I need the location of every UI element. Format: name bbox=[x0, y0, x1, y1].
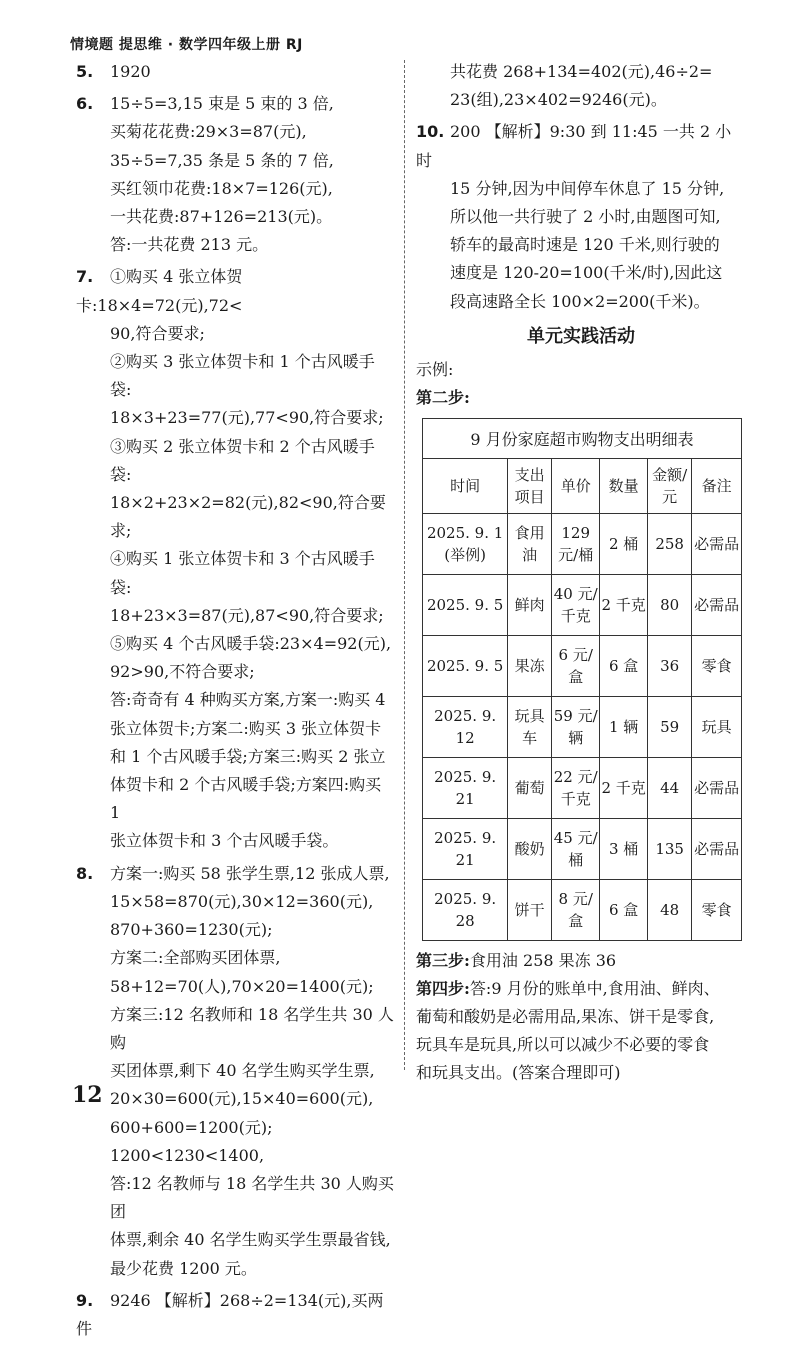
text-line: 15 分钟,因为中间停车休息了 15 分钟, bbox=[450, 178, 725, 198]
text-line: 200 【解析】9:30 到 11:45 一共 2 小时 bbox=[416, 122, 732, 170]
table-cell: 必需品 bbox=[692, 513, 742, 574]
item-10 bbox=[416, 118, 746, 315]
table-cell: 2025. 9. 1 (举例) bbox=[423, 513, 508, 574]
text-line: 20×30=600(元),15×40=600(元), bbox=[110, 1089, 374, 1109]
answer-item bbox=[76, 860, 394, 1283]
table-cell: 59 bbox=[647, 696, 691, 757]
text-line: 体票,剩余 40 名学生购买学生票最省钱, bbox=[110, 1230, 391, 1250]
answer-item bbox=[76, 263, 394, 855]
table-cell: 3 桶 bbox=[600, 818, 648, 879]
table-cell: 零食 bbox=[692, 635, 742, 696]
answer-item bbox=[76, 1287, 394, 1343]
text-line: 轿车的最高时速是 120 千米,则行驶的 bbox=[450, 235, 720, 255]
table-cell: 2 桶 bbox=[600, 513, 648, 574]
step3-label: 第三步: bbox=[416, 950, 470, 970]
column-header: 数量 bbox=[600, 458, 648, 513]
table-row bbox=[423, 696, 742, 757]
table-cell: 48 bbox=[647, 879, 691, 940]
table-cell: 2025. 9. 28 bbox=[423, 879, 508, 940]
table-row bbox=[423, 879, 742, 940]
table-cell: 22 元/千克 bbox=[552, 757, 600, 818]
text-line: 所以他一共行驶了 2 小时,由题图可知, bbox=[450, 207, 721, 227]
text-line: 23(组),23×402=9246(元)。 bbox=[450, 90, 667, 110]
table-header-row bbox=[423, 458, 742, 513]
step3-text: 食用油 258 果冻 36 bbox=[469, 950, 617, 970]
text-line: 张立体贺卡;方案二:购买 3 张立体贺卡 bbox=[110, 718, 382, 738]
table-cell: 饼干 bbox=[508, 879, 552, 940]
text-line: ⑤购买 4 个古风暖手袋:23×4=92(元), bbox=[110, 634, 392, 654]
item-number: 5. bbox=[76, 62, 94, 81]
step4 bbox=[416, 975, 746, 1087]
text-line: 答:奇奇有 4 种购买方案,方案一:购买 4 bbox=[110, 690, 386, 710]
table-cell: 果冻 bbox=[508, 635, 552, 696]
text-line: 92>90,不符合要求; bbox=[110, 662, 255, 682]
text-line: 1920 bbox=[110, 62, 151, 81]
table-cell: 必需品 bbox=[692, 757, 742, 818]
table-cell: 8 元/盒 bbox=[552, 879, 600, 940]
text-line: 35÷5=7,35 条是 5 条的 7 倍, bbox=[110, 150, 334, 170]
answer-item bbox=[76, 58, 394, 86]
table-row bbox=[423, 513, 742, 574]
table-cell: 6 盒 bbox=[600, 879, 648, 940]
text-line: 90,符合要求; bbox=[110, 323, 205, 343]
text-line: 答:9 月份的账单中,食用油、鲜肉、 bbox=[469, 978, 720, 998]
table-cell: 40 元/千克 bbox=[552, 574, 600, 635]
item-number: 7. bbox=[76, 267, 94, 287]
text-line: 张立体贺卡和 3 个古风暖手袋。 bbox=[110, 831, 339, 851]
text-line: 18×2+23×2=82(元),82<90,符合要求; bbox=[110, 493, 386, 541]
table-cell: 2 千克 bbox=[600, 757, 648, 818]
text-line: 和 1 个古风暖手袋;方案三:购买 2 张立 bbox=[110, 746, 386, 766]
item-number: 6. bbox=[76, 94, 94, 114]
example-label: 示例: bbox=[416, 359, 454, 379]
text-line: 600+600=1200(元); bbox=[110, 1117, 273, 1137]
table-cell: 葡萄 bbox=[508, 757, 552, 818]
text-line: 方案一:购买 58 张学生票,12 张成人票, bbox=[110, 863, 390, 883]
item-number: 9. bbox=[76, 1290, 94, 1310]
text-line: 15÷5=3,15 束是 5 束的 3 倍, bbox=[110, 94, 334, 114]
text-line: ②购买 3 张立体贺卡和 1 个古风暖手袋: bbox=[110, 352, 375, 400]
item-number: 10. bbox=[416, 122, 445, 142]
table-cell: 129 元/桶 bbox=[552, 513, 600, 574]
page-number: 12 bbox=[72, 1082, 103, 1108]
text-line: ①购买 4 张立体贺卡:18×4=72(元),72< bbox=[76, 267, 243, 315]
text-line: ④购买 1 张立体贺卡和 3 个古风暖手袋: bbox=[110, 549, 375, 597]
column-header: 金额/元 bbox=[647, 458, 691, 513]
table-cell: 2025. 9. 21 bbox=[423, 757, 508, 818]
table-cell: 135 bbox=[647, 818, 691, 879]
table-cell: 258 bbox=[647, 513, 691, 574]
table-caption: 9 月份家庭超市购物支出明细表 bbox=[422, 418, 742, 458]
text-line: 方案二:全部购买团体票, bbox=[110, 948, 281, 968]
table-cell: 鲜肉 bbox=[508, 574, 552, 635]
table-row bbox=[423, 635, 742, 696]
table-cell: 零食 bbox=[692, 879, 742, 940]
text-line: 共花费 268+134=402(元),46÷2= bbox=[450, 62, 713, 81]
text-line: 玩具车是玩具,所以可以减少不必要的零食 bbox=[416, 1034, 710, 1054]
table-cell: 6 盒 bbox=[600, 635, 648, 696]
table-cell: 2025. 9. 21 bbox=[423, 818, 508, 879]
table-cell: 2025. 9. 5 bbox=[423, 574, 508, 635]
table-row bbox=[423, 574, 742, 635]
table-cell: 6 元/盒 bbox=[552, 635, 600, 696]
table-cell: 必需品 bbox=[692, 574, 742, 635]
text-line: 58+12=70(人),70×20=1400(元); bbox=[110, 976, 374, 996]
text-line: 买菊花花费:29×3=87(元), bbox=[110, 122, 307, 142]
practice-title: 单元实践活动 bbox=[527, 325, 635, 347]
text-line: 最少花费 1200 元。 bbox=[110, 1258, 257, 1278]
page-header: 情境题 提思维 · 数学四年级上册 RJ bbox=[70, 37, 303, 53]
table-cell: 2 千克 bbox=[600, 574, 648, 635]
shopping-detail-table bbox=[422, 418, 742, 941]
item-9-continued bbox=[416, 58, 746, 114]
table-row bbox=[423, 818, 742, 879]
left-column bbox=[76, 58, 394, 1347]
text-line: 答:一共花费 213 元。 bbox=[110, 235, 269, 255]
text-line: 方案三:12 名教师和 18 名学生共 30 人购 bbox=[110, 1004, 394, 1052]
table-cell: 2025. 9. 5 bbox=[423, 635, 508, 696]
text-line: 段高速路全长 100×2=200(千米)。 bbox=[450, 291, 710, 311]
step3 bbox=[416, 947, 746, 975]
text-line: 买团体票,剩下 40 名学生购买学生票, bbox=[110, 1061, 375, 1081]
table-cell: 2025. 9. 12 bbox=[423, 696, 508, 757]
table-row bbox=[423, 757, 742, 818]
table-cell: 玩具车 bbox=[508, 696, 552, 757]
column-header: 单价 bbox=[552, 458, 600, 513]
text-line: 18+23×3=87(元),87<90,符合要求; bbox=[110, 605, 384, 625]
text-line: ③购买 2 张立体贺卡和 2 个古风暖手袋: bbox=[110, 436, 375, 484]
step2-label: 第二步: bbox=[416, 387, 470, 407]
text-line: 18×3+23=77(元),77<90,符合要求; bbox=[110, 408, 384, 428]
table-cell: 59 元/辆 bbox=[552, 696, 600, 757]
column-divider bbox=[404, 60, 405, 1070]
step4-label: 第四步: bbox=[416, 978, 470, 998]
table-cell: 44 bbox=[647, 757, 691, 818]
item-number: 8. bbox=[76, 863, 94, 883]
table-cell: 必需品 bbox=[692, 818, 742, 879]
table-cell: 玩具 bbox=[692, 696, 742, 757]
column-header: 支出项目 bbox=[508, 458, 552, 513]
table-cell: 45 元/桶 bbox=[552, 818, 600, 879]
text-line: 葡萄和酸奶是必需用品,果冻、饼干是零食, bbox=[416, 1006, 715, 1026]
right-column bbox=[416, 58, 746, 1087]
text-line: 870+360=1230(元); bbox=[110, 920, 273, 940]
column-header: 时间 bbox=[423, 458, 508, 513]
text-line: 1200<1230<1400, bbox=[110, 1145, 265, 1165]
table-cell: 1 辆 bbox=[600, 696, 648, 757]
text-line: 答:12 名教师与 18 名学生共 30 人购买团 bbox=[110, 1173, 394, 1222]
table-cell: 酸奶 bbox=[508, 818, 552, 879]
column-header: 备注 bbox=[692, 458, 742, 513]
text-line: 速度是 120-20=100(千米/时),因此这 bbox=[450, 263, 723, 283]
text-line: 和玩具支出。(答案合理即可) bbox=[416, 1062, 621, 1082]
table-cell: 食用油 bbox=[508, 513, 552, 574]
text-line: 9246 【解析】268÷2=134(元),买两件 bbox=[76, 1290, 384, 1338]
table-cell: 36 bbox=[647, 635, 691, 696]
text-line: 买红领巾花费:18×7=126(元), bbox=[110, 178, 333, 198]
text-line: 体贺卡和 2 个古风暖手袋;方案四:购买 1 bbox=[110, 775, 382, 823]
text-line: 15×58=870(元),30×12=360(元), bbox=[110, 891, 374, 911]
answer-item bbox=[76, 90, 394, 259]
table-cell: 80 bbox=[647, 574, 691, 635]
text-line: 一共花费:87+126=213(元)。 bbox=[110, 207, 333, 227]
